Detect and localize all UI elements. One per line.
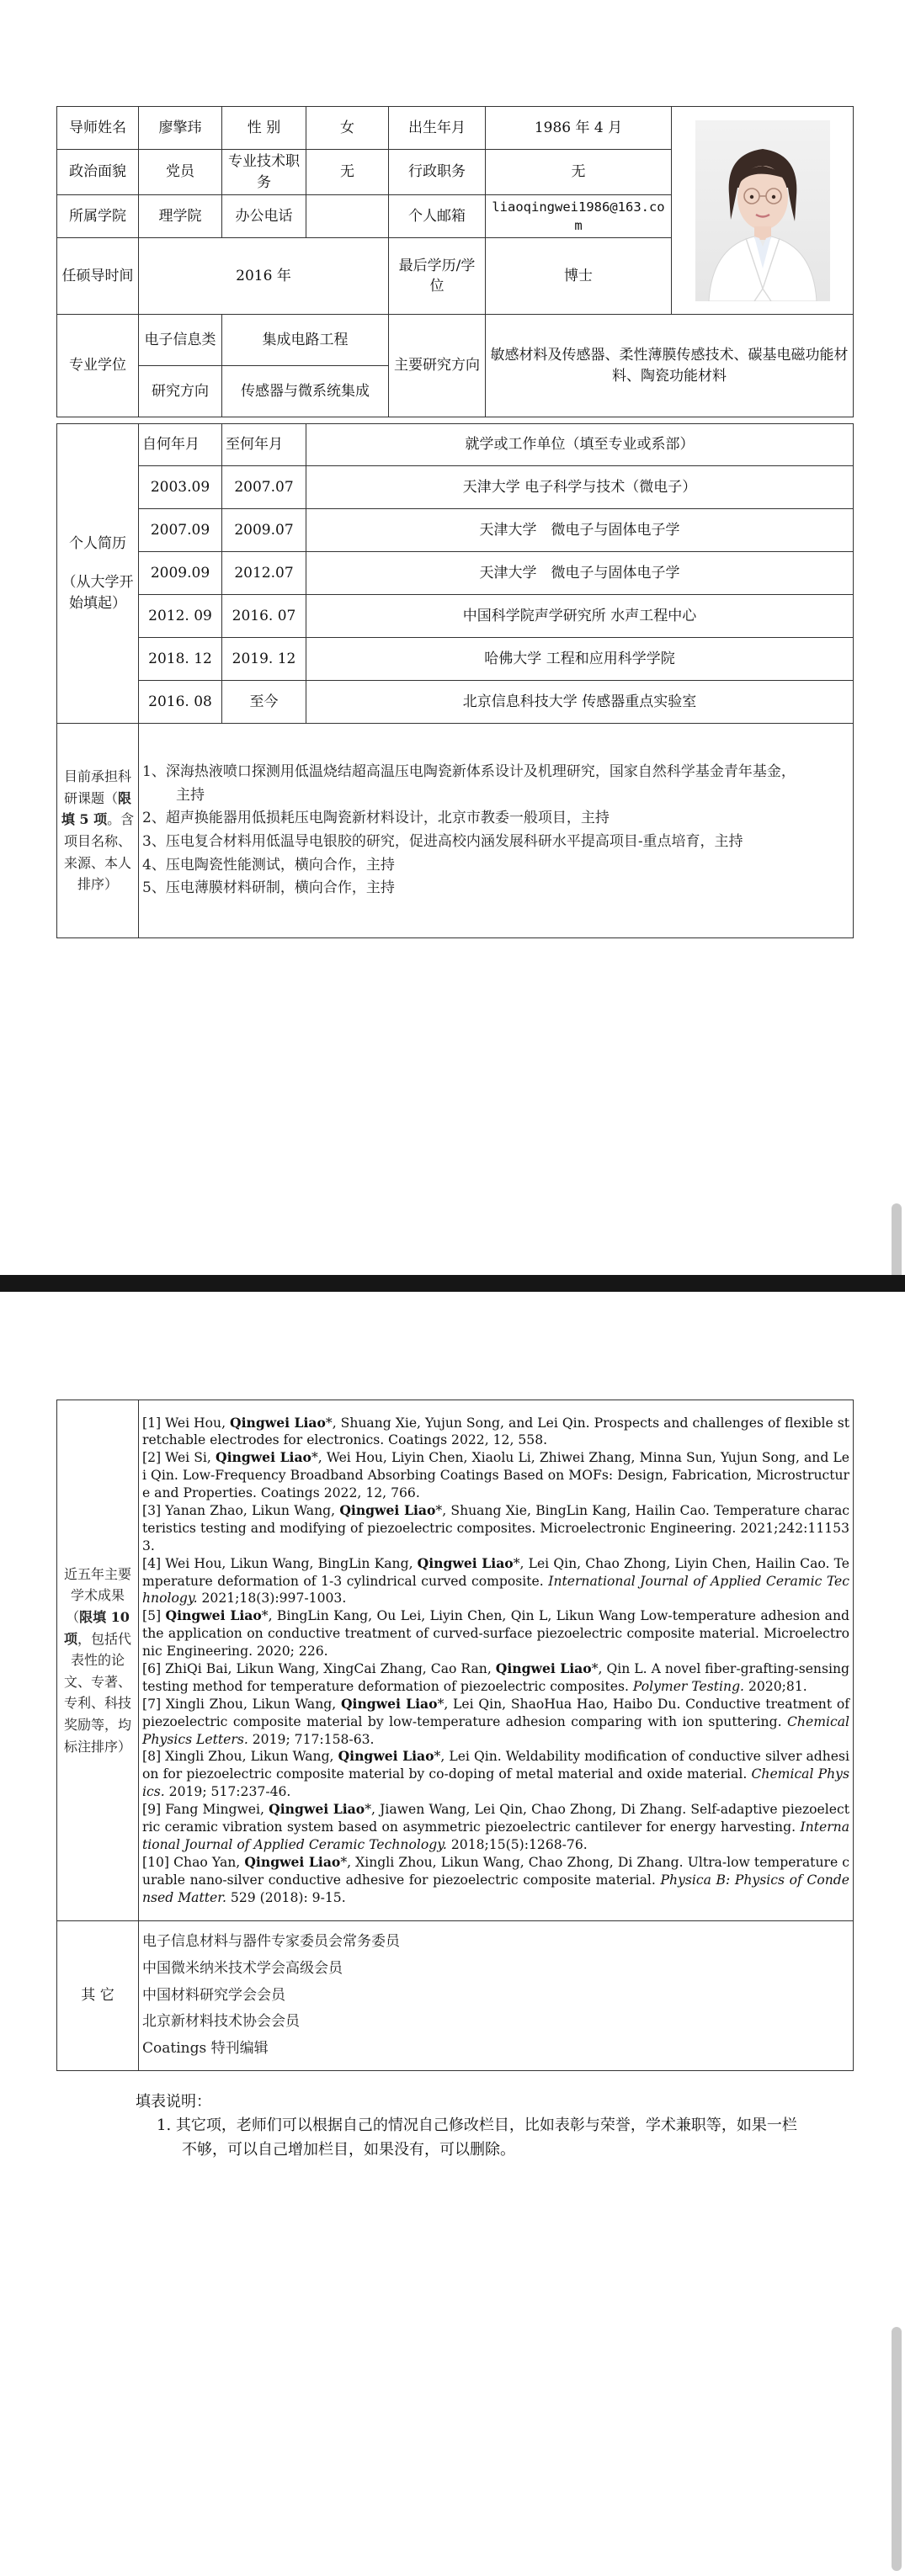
degree-value: 博士 xyxy=(486,238,672,315)
pub-authors: [8] Xingli Zhou, Likun Wang, xyxy=(142,1749,338,1765)
resume-to: 2016. 07 xyxy=(222,595,306,638)
year-label: 任硕导时间 xyxy=(57,238,139,315)
pub-rest: *, Lei Qin, ShaoHua Hao, Haibo Du. Conductive treatment of piezoelectric composite material by low-temperature adhesion comparing with ion sputtering. xyxy=(142,1696,849,1729)
gender-value: 女 xyxy=(306,107,389,150)
resume-unit: 天津大学 电子科学与技术（微电子） xyxy=(306,466,854,509)
others-list xyxy=(139,1921,854,2071)
publication-item xyxy=(142,1415,849,1450)
pub-author-self: Qingwei Liao xyxy=(338,1748,434,1765)
pub-rest: *, Xingli Zhou, Likun Wang, Chao Zhong, Di Zhang. Ultra-low temperature curable nano-silver conductive adhesive for piezoelectric composite material. xyxy=(142,1854,849,1888)
birth-value: 1986 年 4 月 xyxy=(486,107,672,150)
major-label: 专业学位 xyxy=(57,315,139,417)
birth-label: 出生年月 xyxy=(389,107,486,150)
scrollbar-thumb[interactable] xyxy=(892,2327,902,2571)
direction-label: 研究方向 xyxy=(139,366,222,417)
col-to: 至何年月 xyxy=(222,424,306,466)
pub-author-self: Qingwei Liao xyxy=(340,1695,438,1712)
pub-rest: *, Lei Qin. Weldability modification of conductive silver adhesion for piezoelectric composite material by co-doping of metal material and oxide material. xyxy=(142,1749,850,1782)
pub-authors: [1] Wei Hou, xyxy=(142,1415,231,1431)
projects-label xyxy=(57,724,139,938)
projects-list xyxy=(139,724,854,938)
college-label: 所属学院 xyxy=(57,195,139,238)
resume-from: 2016. 08 xyxy=(139,681,222,724)
pub-tail: 2018;15(5):1268-76. xyxy=(446,1836,588,1852)
publication-item xyxy=(142,1801,849,1854)
resume-label-main: 个人简历 xyxy=(69,534,126,552)
pub-journal: Chemical Physics Letters. xyxy=(142,1713,849,1747)
degree-label: 最后学历/学位 xyxy=(389,238,486,315)
pub-authors: [6] ZhiQi Bai, Likun Wang, XingCai Zhang, Cao Ran, xyxy=(142,1661,496,1676)
pub-author-self: Qingwei Liao xyxy=(495,1660,592,1676)
pub-author-self: Qingwei Liao xyxy=(244,1853,341,1870)
year-value: 2016 年 xyxy=(139,238,389,315)
other-item: 中国微米纳米技术学会高级会员 xyxy=(142,1960,343,1978)
email-label: 个人邮箱 xyxy=(389,195,486,238)
pub-tail: 2019; 717:158-63. xyxy=(248,1731,375,1747)
admin-value: 无 xyxy=(486,150,672,195)
page-2 xyxy=(0,1292,905,2576)
pub-tail: 529 (2018): 9-15. xyxy=(226,1889,346,1905)
resume-from: 2009.09 xyxy=(139,552,222,595)
project-item: 3、压电复合材料用低温导电银胶的研究，促进高校内涵发展科研水平提高项目-重点培育，主持 xyxy=(142,833,743,850)
project-item: 1、深海热液喷口探测用低温烧结超高温压电陶瓷新体系设计及机理研究，国家自然科学基金青年基金， xyxy=(142,763,796,781)
publication-item xyxy=(142,1607,849,1660)
project-item-cont: 主持 xyxy=(176,786,205,804)
resume-label-sub: （从大学开始填起） xyxy=(61,574,134,612)
other-item: 北京新材料技术协会会员 xyxy=(142,2013,300,2031)
politics-value: 党员 xyxy=(139,150,222,195)
project-item: 2、超声换能器用低损耗压电陶瓷新材料设计，北京市教委一般项目，主持 xyxy=(142,810,610,827)
publication-item xyxy=(142,1555,849,1608)
pub-rest: *, Lei Qin, Chao Zhong, Liyin Chen, Hailin Cao. Temperature deformation of 1-3 cylindrical curved composite. xyxy=(142,1555,849,1589)
resume-unit: 天津大学 微电子与固体电子学 xyxy=(306,509,854,552)
others-label: 其 它 xyxy=(57,1921,139,2071)
page-divider xyxy=(0,1275,905,1292)
profile-table xyxy=(56,106,854,417)
resume-label xyxy=(57,424,139,724)
pub-rest: *, Jiawen Wang, Lei Qin, Chao Zhong, Di Zhang. Self-adaptive piezoelectric ceramic vibration system based on asymmetric piezoelectric cantilever for energy harvesting. xyxy=(142,1802,849,1835)
pub-authors: [9] Fang Mingwei, xyxy=(142,1802,269,1818)
page-1 xyxy=(0,0,905,1275)
project-item: 5、压电薄膜材料研制，横向合作，主持 xyxy=(142,879,395,897)
projects-label-a: 目前承担科研课题（ xyxy=(63,768,131,806)
pub-tail: 2021;18(3):997-1003. xyxy=(197,1591,347,1607)
pub-authors: [3] Yanan Zhao, Likun Wang, xyxy=(142,1502,340,1518)
portrait-photo xyxy=(695,120,830,301)
pub-rest: *, Shuang Xie, BingLin Kang, Hailin Cao. Temperature characteristics testing and modifying of piezoelectric composites. Microelectronic Engineering. 2021;242:111533. xyxy=(142,1502,850,1554)
phone-value xyxy=(306,195,389,238)
project-item: 4、压电陶瓷性能测试，横向合作，主持 xyxy=(142,856,395,874)
title-value: 无 xyxy=(306,150,389,195)
pub-tail: 2020;81. xyxy=(744,1678,807,1694)
resume-unit: 哈佛大学 工程和应用科学学院 xyxy=(306,638,854,681)
resume-to: 2019. 12 xyxy=(222,638,306,681)
pub-authors: [5] xyxy=(142,1608,166,1624)
research-value: 敏感材料及传感器、柔性薄膜传感技术、碳基电磁功能材料、陶瓷功能材料 xyxy=(486,315,854,417)
title-label: 专业技术职务 xyxy=(222,150,306,195)
major-category: 电子信息类 xyxy=(139,315,222,366)
pub-rest: *, Wei Hou, Liyin Chen, Xiaolu Li, Zhiwei Zhang, Minna Sun, Yujun Song, and Lei Qin. Low-Frequency Broadband Absorbing Coatings Based on MOFs: Design, Fabrication, Microstructure and Properties. Coatings 2022, 12, 766. xyxy=(142,1450,850,1501)
resume-to: 2012.07 xyxy=(222,552,306,595)
publications-label-b: 限填 10 项 xyxy=(63,1609,130,1647)
pub-author-self: Qingwei Liao xyxy=(165,1607,262,1624)
pub-author-self: Qingwei Liao xyxy=(215,1449,311,1466)
publication-item xyxy=(142,1748,849,1801)
resume-unit: 北京信息科技大学 传感器重点实验室 xyxy=(306,681,854,724)
pub-author-self: Qingwei Liao xyxy=(269,1801,365,1818)
publications-label xyxy=(57,1400,139,1921)
direction-value: 传感器与微系统集成 xyxy=(222,366,389,417)
pub-rest: *, BingLin Kang, Ou Lei, Liyin Chen, Qin L, Likun Wang Low-temperature adhesion and the application on conductive treatment of curved-surface piezoelectric composite material. Microelectronic Engineering. 2020; 226. xyxy=(142,1608,850,1660)
resume-from: 2012. 09 xyxy=(139,595,222,638)
name-value: 廖擎玮 xyxy=(139,107,222,150)
publications-list xyxy=(139,1400,854,1921)
email-value: liaoqingwei1986@163.com xyxy=(486,195,672,238)
pub-author-self: Qingwei Liao xyxy=(339,1501,436,1518)
pub-journal: International Journal of Applied Ceramic Technology. xyxy=(142,1573,849,1607)
publication-item xyxy=(142,1696,849,1749)
pub-authors: [7] Xingli Zhou, Likun Wang, xyxy=(142,1696,341,1712)
publications-label-c: ，包括代表性的论文、专著、专利、科技奖励等，均标注排序） xyxy=(63,1630,132,1755)
publication-item xyxy=(142,1660,849,1696)
admin-label: 行政职务 xyxy=(389,150,486,195)
resume-from: 2018. 12 xyxy=(139,638,222,681)
col-unit: 就学或工作单位（填至专业或系部） xyxy=(306,424,854,466)
col-from: 自何年月 xyxy=(139,424,222,466)
pub-author-self: Qingwei Liao xyxy=(230,1414,326,1431)
research-label: 主要研究方向 xyxy=(389,315,486,417)
publications-label-a: 近五年主要学术成果（ xyxy=(63,1565,131,1626)
resume-unit: 中国科学院声学研究所 水声工程中心 xyxy=(306,595,854,638)
resume-from: 2007.09 xyxy=(139,509,222,552)
name-label: 导师姓名 xyxy=(57,107,139,150)
pub-journal: Physica B: Physics of Condensed Matter. xyxy=(142,1872,849,1905)
pub-rest: *, Qin L. A novel fiber-grafting-sensing testing method for temperature deformation of piezoelectric composites. xyxy=(142,1661,849,1694)
pub-authors: [2] Wei Si, xyxy=(142,1450,216,1466)
pub-authors: [10] Chao Yan, xyxy=(142,1854,245,1870)
achievements-table xyxy=(56,1400,854,2071)
resume-to: 2007.07 xyxy=(222,466,306,509)
other-item: 电子信息材料与器件专家委员会常务委员 xyxy=(142,1933,400,1951)
resume-to: 2009.07 xyxy=(222,509,306,552)
projects-label-b: 限填 5 项 xyxy=(61,789,132,828)
pub-journal: International Journal of Applied Ceramic Technology. xyxy=(142,1819,849,1852)
instructions-body: 1. 其它项，老师们可以根据自己的情况自己修改栏目，比如表彰与荣誉，学术兼职等，如果一栏不够，可以自己增加栏目，如果没有，可以删除。 xyxy=(157,2117,797,2159)
photo-cell xyxy=(672,107,854,315)
publication-item xyxy=(142,1854,849,1907)
projects-label-c: 。含项目名称、来源、本人排序） xyxy=(63,811,135,893)
fill-instructions xyxy=(136,2090,809,2162)
pub-journal: Chemical Physics. xyxy=(142,1766,849,1800)
resume-to: 至今 xyxy=(222,681,306,724)
other-item: Coatings 特刊编辑 xyxy=(142,2039,269,2057)
other-item: 中国材料研究学会会员 xyxy=(142,1986,285,2004)
resume-from: 2003.09 xyxy=(139,466,222,509)
pub-authors: [4] Wei Hou, Likun Wang, BingLin Kang, xyxy=(142,1555,418,1571)
major-field: 集成电路工程 xyxy=(222,315,389,366)
pub-tail: 2019; 517:237-46. xyxy=(164,1784,291,1800)
politics-label: 政治面貌 xyxy=(57,150,139,195)
publication-item xyxy=(142,1502,849,1555)
phone-label: 办公电话 xyxy=(222,195,306,238)
college-value: 理学院 xyxy=(139,195,222,238)
pub-journal: Polymer Testing. xyxy=(632,1678,745,1694)
publication-item xyxy=(142,1449,849,1502)
instructions-title: 填表说明： xyxy=(136,2093,211,2111)
pub-rest: *, Shuang Xie, Yujun Song, and Lei Qin. Prospects and challenges of flexible stretchable electrodes for electronics. Coatings 2022, 12, 558. xyxy=(142,1415,849,1448)
pub-author-self: Qingwei Liao xyxy=(417,1554,514,1571)
gender-label: 性 别 xyxy=(222,107,306,150)
resume-unit: 天津大学 微电子与固体电子学 xyxy=(306,552,854,595)
resume-table xyxy=(56,423,854,938)
